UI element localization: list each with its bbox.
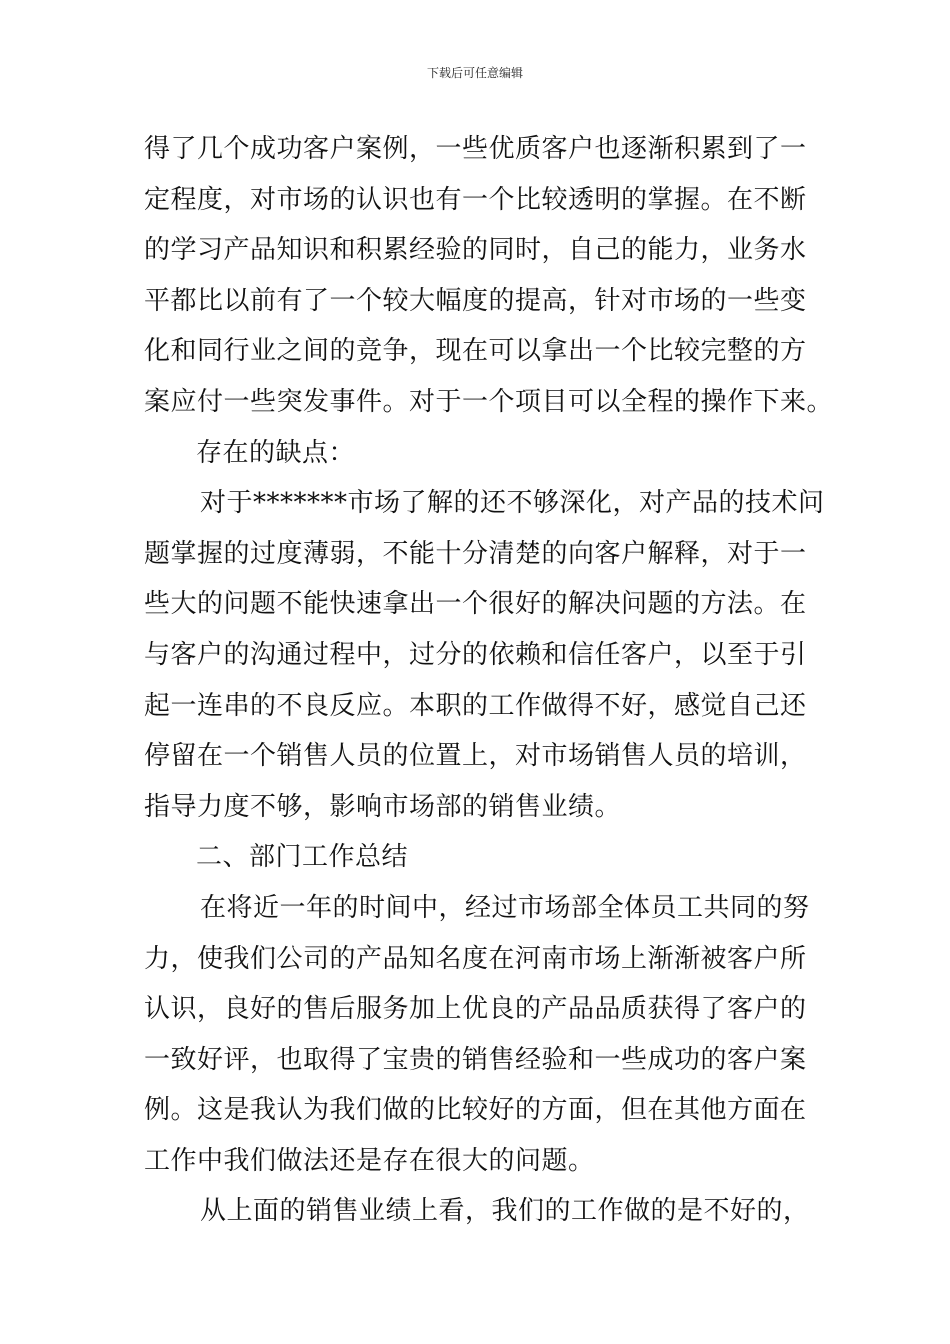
section-heading-shortcomings: 存在的缺点： <box>196 437 356 468</box>
text-line: 指导力度不够，影响市场部的销售业绩。 <box>144 791 622 822</box>
page-header-note: 下载后可任意编辑 <box>426 66 523 80</box>
text-line: 一致好评，也取得了宝贵的销售经验和一些成功的客户案 <box>144 1044 807 1075</box>
text-line: 例。这是我认为我们做的比较好的方面，但在其他方面在 <box>144 1095 807 1126</box>
text-line: 从上面的销售业绩上看，我们的工作做的是不好的， <box>200 1196 810 1227</box>
text-line: 平都比以前有了一个较大幅度的提高，针对市场的一些变 <box>144 285 807 316</box>
text-line: 停留在一个销售人员的位置上，对市场销售人员的培训， <box>144 741 807 772</box>
document-body <box>144 124 834 1237</box>
text-line: 在将近一年的时间中，经过市场部全体员工共同的努 <box>200 892 810 923</box>
text-line: 定程度，对市场的认识也有一个比较透明的掌握。在不断 <box>144 184 807 215</box>
text-line: 题掌握的过度薄弱，不能十分清楚的向客户解释，对于一 <box>144 538 807 569</box>
text-line: 得了几个成功客户案例，一些优质客户也逐渐积累到了一 <box>144 134 807 164</box>
text-line: 起一连串的不良反应。本职的工作做得不好，感觉自己还 <box>144 690 807 721</box>
text-line: 对于*******市场了解的还不够深化，对产品的技术问 <box>200 488 825 519</box>
text-line: 工作中我们做法还是存在很大的问题。 <box>144 1145 595 1176</box>
text-line: 认识，良好的售后服务加上优良的产品品质获得了客户的 <box>144 994 807 1025</box>
text-line: 力，使我们公司的产品知名度在河南市场上渐渐被客户所 <box>144 943 807 974</box>
text-line: 与客户的沟通过程中，过分的依赖和信任客户，以至于引 <box>144 639 807 670</box>
text-line: 些大的问题不能快速拿出一个很好的解决问题的方法。在 <box>144 589 807 620</box>
text-line: 的学习产品知识和积累经验的同时，自己的能力，业务水 <box>144 235 807 266</box>
section-heading-department-summary: 二、部门工作总结 <box>196 842 409 873</box>
text-line: 化和同行业之间的竞争，现在可以拿出一个比较完整的方 <box>144 336 807 367</box>
text-line: 案应付一些突发事件。对于一个项目可以全程的操作下来。 <box>144 386 834 417</box>
